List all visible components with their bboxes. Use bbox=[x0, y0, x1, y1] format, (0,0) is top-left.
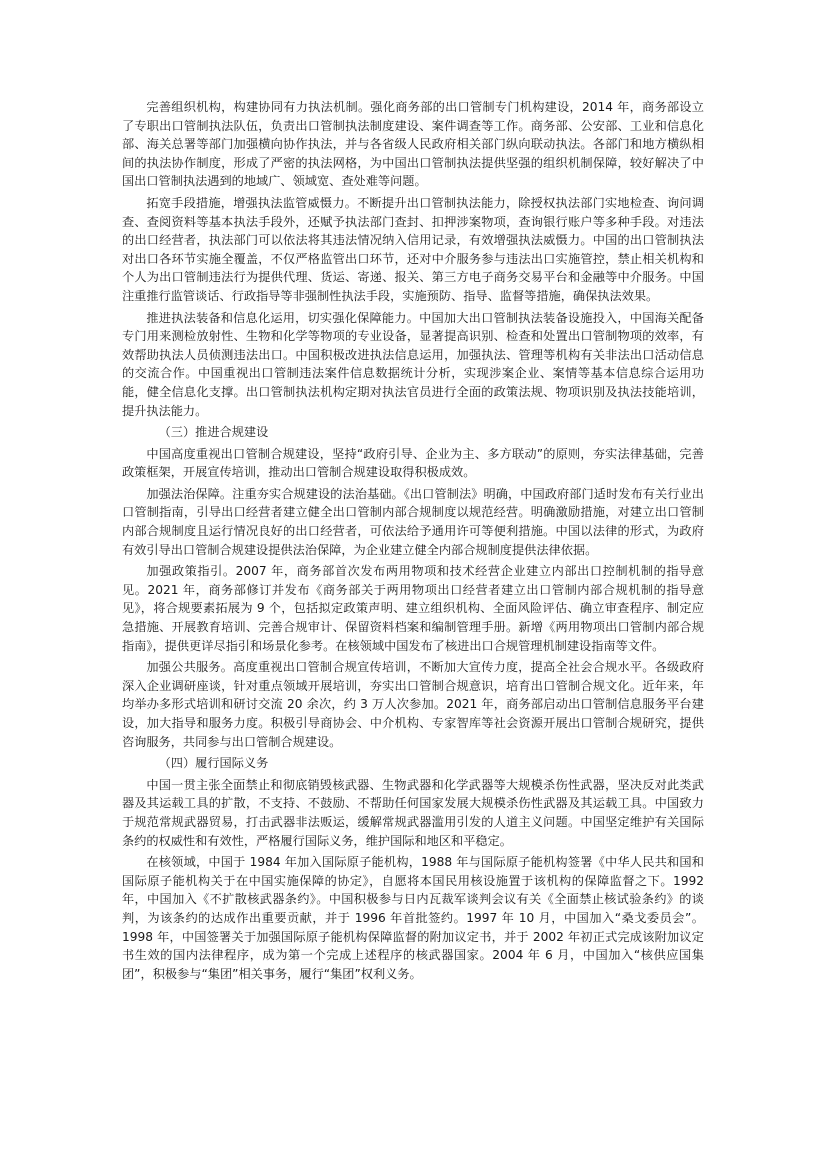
paragraph-compliance-intro: 中国高度重视出口管制合规建设，坚持“政府引导、企业为主、多方联动”的原则，夯实法律基础，完善政策框架，开展宣传培训，推动出口管制合规建设取得积极成效。 bbox=[122, 446, 704, 480]
section-heading-compliance: （三）推进合规建设 bbox=[158, 425, 269, 440]
paragraph-legal-guarantee: 加强法治保障。注重夯实合规建设的法治基础。《出口管制法》明确，中国政府部门适时发布有关行业出口管制指南，引导出口经营者建立健全出口管制内部合规制度以规范经营。明确激励措施，对建立出口管制内部合规制度且运行情况良好的出口经营者，可依法给予通用许可等便利措施。中国以法律的形式，为政府有效引导出口管制合规建设提供法治保障，为企业建立健全内部合规制度提供法律依据。 bbox=[122, 486, 704, 557]
paragraph-nuclear-field: 在核领域，中国于 1984 年加入国际原子能机构，1988 年与国际原子能机构签署《中华人民共和国和国际原子能机构关于在中国实施保障的协定》，自愿将本国民用核设施置于该机构的保障监督之下。1992 年，中国加入《不扩散核武器条约》。中国积极参与日内瓦裁军谈判会议有关《全面禁止核试验条约》的谈判，为该条约的达成作出重要贡献，并于 1996 年首批签约。1997 年 10 月，中国加入“桑戈委员会”。1998 年，中国签署关于加强国际原子能机构保障监督的附加议定书，并于 2002 年初正式完成该附加议定书生效的国内法律程序，成为第一个完成上述程序的核武器国家。2004 年 6 月，中国加入“核供应国集团”，积极参与“集团”相关事务，履行“集团”权利义务。 bbox=[122, 855, 704, 981]
paragraph-organization: 完善组织机构，构建协同有力执法机制。强化商务部的出口管制专门机构建设，2014 年，商务部设立了专职出口管制执法队伍，负责出口管制执法制度建设、案件调查等工作。商务部、公安部、工业和信息化部、海关总署等部门加强横向协作执法，并与各省级人民政府相关部门纵向联动执法。各部门和地方横纵相间的执法协作制度，形成了严密的执法网格，为中国出口管制执法提供坚强的组织机制保障，较好解决了中国出口管制执法遇到的地域广、领域宽、查处难等问题。 bbox=[122, 100, 704, 189]
paragraph-nonproliferation-stance: 中国一贯主张全面禁止和彻底销毁核武器、生物武器和化学武器等大规模杀伤性武器，坚决反对此类武器及其运载工具的扩散，不支持、不鼓励、不帮助任何国家发展大规模杀伤性武器及其运载工具。中国致力于规范常规武器贸易，打击武器非法贩运，缓解常规武器滥用引发的人道主义问题。中国坚定维护有关国际条约的权威性和有效性，严格履行国际义务，维护国际和地区和平稳定。 bbox=[122, 777, 704, 848]
paragraph-policy-guidance: 加强政策指引。2007 年，商务部首次发布两用物项和技术经营企业建立内部出口控制机制的指导意见。2021 年，商务部修订并发布《商务部关于两用物项出口经营者建立出口管制内部合规机制的指导意见》，将合规要素拓展为 9 个，包括拟定政策声明、建立组织机构、全面风险评估、确立审查程序、制定应急措施、开展教育培训、完善合规审计、保留资料档案和编制管理手册。新增《两用物项出口管制内部合规指南》，提供更详尽指引和场景化参考。在核领域中国发布了核进出口合规管理机制建设指南等文件。 bbox=[122, 564, 704, 653]
paragraph-public-service: 加强公共服务。高度重视出口管制合规宣传培训，不断加大宣传力度，提高全社会合规水平。各级政府深入企业调研座谈，针对重点领域开展培训，夯实出口管制合规意识，培育出口管制合规文化。近年来，年均举办多形式培训和研讨交流 20 余次，约 3 万人次参加。2021 年，商务部启动出口管制信息服务平台建设，加大指导和服务力度。积极引导商协会、中介机构、专家智库等社会资源开展出口管制合规研究，提供咨询服务，共同参与出口管制合规建设。 bbox=[122, 660, 704, 749]
paragraph-enforcement-means: 拓宽手段措施，增强执法监管威慑力。不断提升出口管制执法能力，除授权执法部门实地检查、询问调查、查阅资料等基本执法手段外，还赋予执法部门查封、扣押涉案物项，查询银行账户等多种手段。对违法的出口经营者，执法部门可以依法将其违法情况纳入信用记录，有效增强执法威慑力。中国的出口管制执法对出口各环节实施全覆盖，不仅严格监管出口环节，还对中介服务参与违法出口实施管控，禁止相关机构和个人为出口管制违法行为提供代理、货运、寄递、报关、第三方电子商务交易平台和金融等中介服务。中国注重推行监管谈话、行政指导等非强制性执法手段，实施预防、指导、监督等措施，确保执法效果。 bbox=[122, 195, 704, 303]
paragraph-equipment-informatization: 推进执法装备和信息化运用，切实强化保障能力。中国加大出口管制执法装备设施投入，中国海关配备专门用来测检放射性、生物和化学等物项的专业设备，显著提高识别、检查和处置出口管制物项的效率，有效帮助执法人员侦测违法出口。中国积极改进执法信息运用，加强执法、管理等机构有关非法出口活动信息的交流合作。中国重视出口管制违法案件信息数据统计分析，实现涉案企业、案情等基本信息综合运用功能，健全信息化支撑。出口管制执法机构定期对执法官员进行全面的政策法规、物项识别及执法技能培训，提升执法能力。 bbox=[122, 310, 704, 418]
document-body bbox=[122, 98, 704, 986]
section-heading-international-obligations: （四）履行国际义务 bbox=[158, 756, 269, 771]
